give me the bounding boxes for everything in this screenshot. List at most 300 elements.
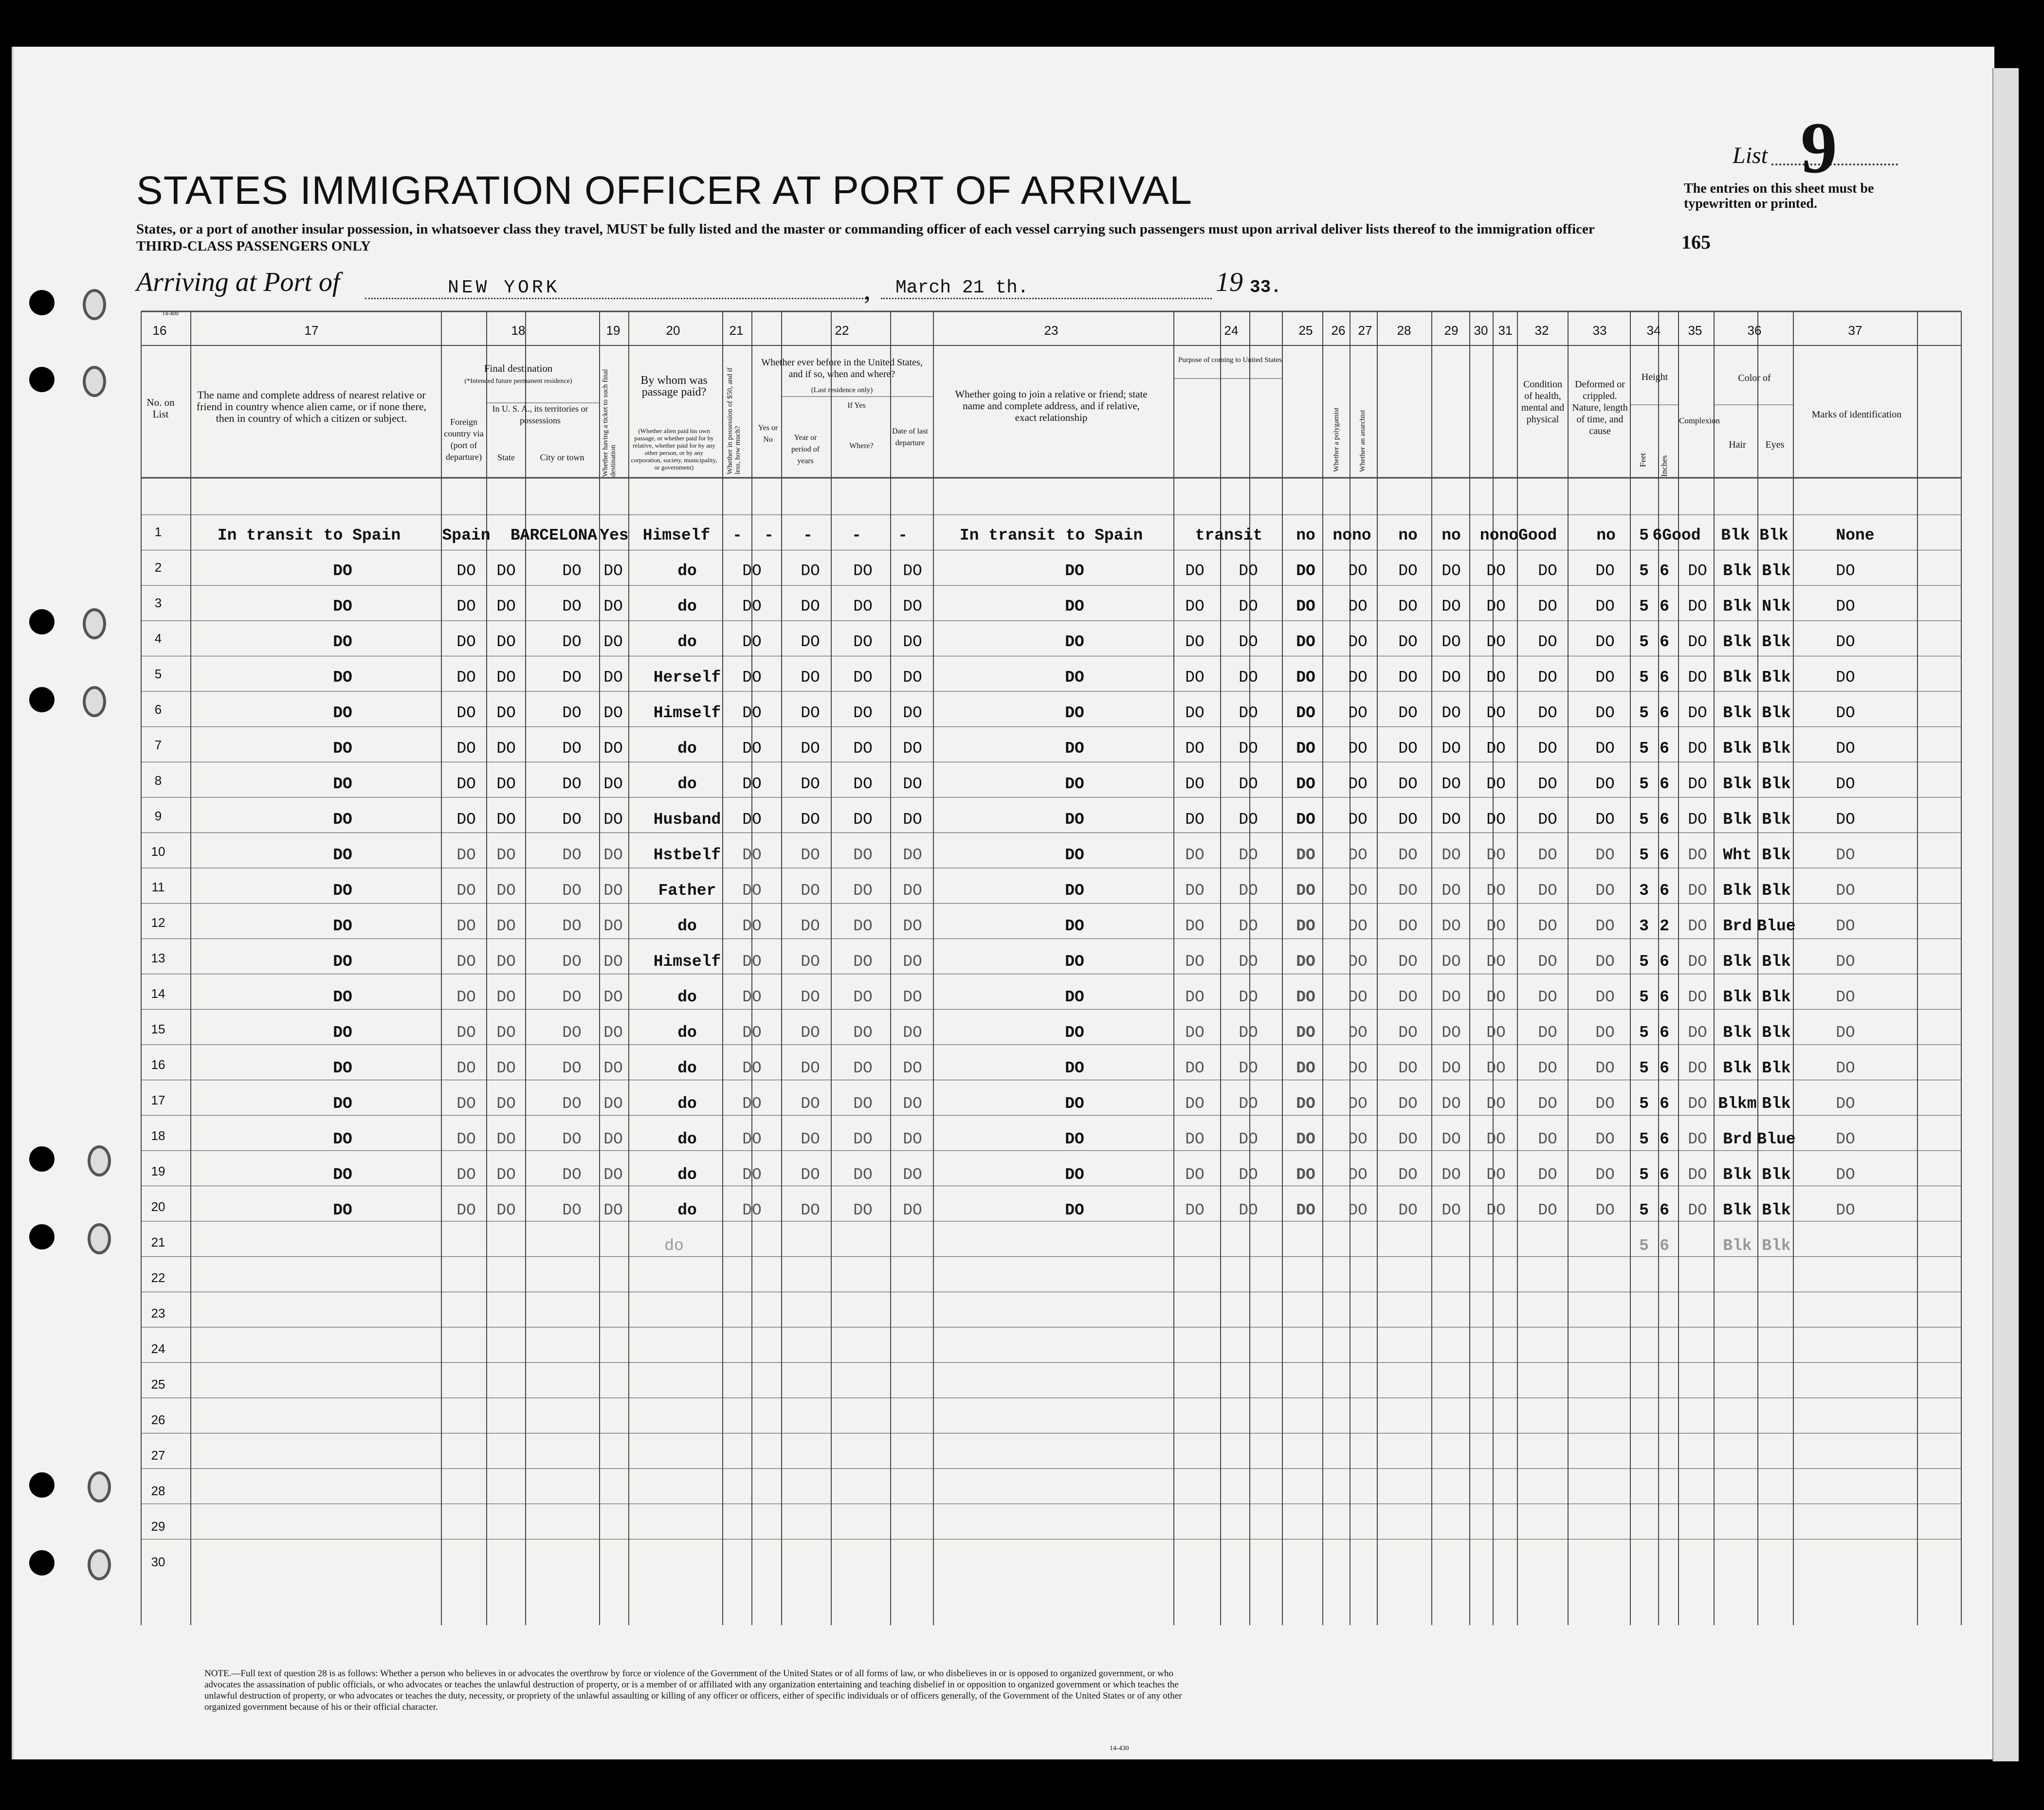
- inches-cell: 6: [1660, 1130, 1669, 1148]
- column-number: 31: [1498, 323, 1513, 338]
- column-number: 25: [1298, 323, 1313, 338]
- question-28-cell: DO: [1398, 597, 1418, 615]
- purpose-length-cell: DO: [1239, 882, 1258, 900]
- possession-cell: DO: [742, 669, 762, 687]
- hair-cell: Blk: [1723, 953, 1752, 971]
- column-number: 34: [1646, 323, 1661, 338]
- crime-cell: DO: [1296, 882, 1315, 900]
- join-relative-cell: DO: [1065, 882, 1084, 900]
- relative-cell: DO: [333, 882, 352, 900]
- column-number: 17: [304, 323, 319, 338]
- deformed-cell: DO: [1595, 775, 1615, 793]
- passage-paid-cell: Father: [658, 882, 716, 900]
- purpose-length-cell: DO: [1239, 846, 1258, 864]
- where-cell: DO: [853, 775, 873, 793]
- deformed-cell: DO: [1595, 1166, 1615, 1184]
- question-30-cell: DO: [1486, 704, 1506, 722]
- question-29-cell: DO: [1442, 846, 1461, 864]
- header-color-of: Color of: [1738, 373, 1771, 383]
- possession-cell: DO: [742, 1095, 762, 1113]
- port-value: NEW YORK: [448, 277, 560, 298]
- question-28-cell: DO: [1398, 704, 1418, 722]
- eyes-cell: Blk: [1762, 1166, 1791, 1184]
- possession-cell: DO: [742, 1024, 762, 1042]
- join-relative-cell: DO: [1065, 775, 1084, 793]
- question-29-cell: DO: [1442, 1130, 1461, 1148]
- city-cell: DO: [562, 988, 582, 1006]
- state-cell: DO: [496, 846, 516, 864]
- possession-cell: DO: [742, 988, 762, 1006]
- year-cell: DO: [801, 988, 820, 1006]
- header-feet: Feet: [1638, 452, 1647, 467]
- polygamist-cell: DO: [1348, 597, 1368, 615]
- arriving-label: Arriving at Port of: [136, 267, 340, 297]
- relative-cell: DO: [333, 562, 352, 580]
- polygamist-cell: DO: [1348, 704, 1368, 722]
- hair-cell: Blk: [1723, 740, 1752, 758]
- departure-cell: DO: [903, 882, 922, 900]
- question-29-cell: DO: [1442, 1166, 1461, 1184]
- deformed-cell: DO: [1595, 882, 1615, 900]
- crime-cell: DO: [1296, 917, 1315, 935]
- question-28-cell: DO: [1398, 1166, 1418, 1184]
- column-number: 33: [1592, 323, 1607, 338]
- column-number: 37: [1848, 323, 1862, 338]
- relative-cell: DO: [333, 740, 352, 758]
- join-relative-cell: DO: [1065, 1024, 1084, 1042]
- deformed-cell: DO: [1595, 633, 1615, 651]
- purpose-length-cell: DO: [1239, 775, 1258, 793]
- departure-cell: DO: [903, 1201, 922, 1219]
- column-number: 16: [152, 323, 167, 338]
- year-cell: DO: [801, 1201, 820, 1219]
- hair-cell: Blk: [1723, 1201, 1752, 1219]
- crime-cell: DO: [1296, 1130, 1315, 1148]
- relative-cell: DO: [333, 811, 352, 829]
- join-relative-cell: DO: [1065, 811, 1084, 829]
- eyes-cell: Blk: [1762, 740, 1791, 758]
- passage-paid-cell: do: [677, 1059, 697, 1077]
- foreign-country-cell: DO: [456, 917, 476, 935]
- question-28-cell: DO: [1398, 562, 1418, 580]
- city-cell: DO: [562, 633, 582, 651]
- foreign-country-cell: DO: [456, 882, 476, 900]
- city-cell: DO: [562, 1166, 582, 1184]
- city-cell: DO: [562, 882, 582, 900]
- relative-cell: DO: [333, 1059, 352, 1077]
- question-29-cell: DO: [1442, 562, 1461, 580]
- deformed-cell: DO: [1595, 1095, 1615, 1113]
- where-cell: DO: [853, 1095, 873, 1113]
- possession-cell: DO: [742, 1130, 762, 1148]
- crime-cell: DO: [1296, 562, 1315, 580]
- header-inches: Inches: [1660, 455, 1669, 477]
- eyes-cell: Blk: [1762, 811, 1791, 829]
- purpose-cell: DO: [1185, 1201, 1204, 1219]
- ever-before-cell: -: [764, 526, 774, 544]
- inches-cell: 6: [1660, 988, 1669, 1006]
- column-number: 21: [729, 323, 744, 338]
- marks-cell: DO: [1836, 562, 1855, 580]
- ticket-cell: DO: [603, 846, 623, 864]
- marks-cell: DO: [1836, 1130, 1855, 1148]
- possession-cell: DO: [742, 562, 762, 580]
- feet-cell: 5: [1639, 597, 1649, 615]
- header-ever-before: Whether ever before in the United States, and if so, when and where?: [761, 357, 923, 380]
- city-cell: DO: [562, 562, 582, 580]
- complexion-cell: DO: [1688, 1059, 1707, 1077]
- health-cell: DO: [1538, 1024, 1557, 1042]
- purpose-length-cell: DO: [1239, 633, 1258, 651]
- health-cell: DO: [1538, 597, 1557, 615]
- purpose-cell: DO: [1185, 633, 1204, 651]
- row-number: 28: [151, 1484, 165, 1498]
- row-number: 19: [151, 1164, 165, 1178]
- header-nearest-relative: The name and complete address of nearest relative or friend in country whence alien came, or if none there, then in country of which a citizen or subject.: [196, 389, 427, 424]
- header-join-relative: Whether going to join a relative or friend; state name and complete address, and if relative, exact relationship: [955, 388, 1148, 423]
- purpose-length-cell: DO: [1239, 704, 1258, 722]
- question-30-cell: DO: [1486, 1166, 1506, 1184]
- question-28-cell: DO: [1398, 669, 1418, 687]
- question-29-cell: DO: [1442, 775, 1461, 793]
- purpose-length-cell: DO: [1239, 1059, 1258, 1077]
- ticket-cell: DO: [603, 1166, 623, 1184]
- possession-cell: DO: [742, 917, 762, 935]
- row-number: 11: [151, 880, 165, 894]
- city-cell: DO: [562, 1059, 582, 1077]
- year-prefix: 19: [1216, 267, 1243, 297]
- departure-cell: -: [898, 526, 908, 544]
- row-number: 29: [151, 1519, 165, 1534]
- year-cell: DO: [801, 1095, 820, 1113]
- feet-cell: 5: [1639, 633, 1649, 651]
- eyes-cell: Blk: [1762, 704, 1791, 722]
- foreign-country-cell: DO: [456, 704, 476, 722]
- relative-cell: In transit to Spain: [217, 526, 401, 544]
- header-deformed: Deformed or crippled. Nature, length of time, and cause: [1572, 379, 1628, 436]
- foreign-country-cell: DO: [456, 1024, 476, 1042]
- complexion-cell: DO: [1688, 988, 1707, 1006]
- hair-cell: Blk: [1723, 775, 1752, 793]
- purpose-cell: DO: [1185, 1166, 1204, 1184]
- state-cell: DO: [496, 740, 516, 758]
- complexion-cell: DO: [1688, 633, 1707, 651]
- where-cell: DO: [853, 811, 873, 829]
- polygamist-cell: DO: [1348, 846, 1368, 864]
- health-cell: DO: [1538, 953, 1557, 971]
- question-28-cell: DO: [1398, 775, 1418, 793]
- hair-cell: Blk: [1723, 562, 1752, 580]
- relative-cell: DO: [333, 1095, 352, 1113]
- year-cell: DO: [801, 1059, 820, 1077]
- hair-cell: Brd: [1723, 917, 1752, 935]
- marks-cell: DO: [1836, 1024, 1855, 1042]
- row-number: 17: [151, 1093, 165, 1107]
- crime-cell: DO: [1296, 633, 1315, 651]
- inches-cell: 6: [1660, 1024, 1669, 1042]
- eyes-cell: Blue: [1757, 1130, 1796, 1148]
- departure-cell: DO: [903, 704, 922, 722]
- question-29-cell: DO: [1442, 1201, 1461, 1219]
- inches-cell: 6: [1660, 704, 1669, 722]
- inches-cell: 6: [1660, 846, 1669, 864]
- crime-cell: DO: [1296, 988, 1315, 1006]
- join-relative-cell: DO: [1065, 988, 1084, 1006]
- question-30-cell: DO: [1486, 597, 1506, 615]
- feet-cell: 5: [1639, 740, 1649, 758]
- footnote: NOTE.—Full text of question 28 is as follows: Whether a person who believes in or advocates the overthrow by force or violence of the Government of the United States or of all forms of law, or who disbelieves in or is opposed to organized government, or who advocates the assassination of public officials, or who advocates or teaches the unlawful destruction of property, or is a member of or affiliated with any organization entertaining and teaching disbelief in or opposition to organized government or which teaches the unlawful destruction of property, or who advocates or teaches the duty, necessity, or propriety of the unlawful assaulting or killing of any officer or officers, either of specific individuals or of officers generally, of the Government of the United States or of any other organized government because of his or their official character.: [204, 1668, 1182, 1712]
- health-cell: DO: [1538, 704, 1557, 722]
- possession-cell: DO: [742, 953, 762, 971]
- question-30-cell: DO: [1486, 740, 1506, 758]
- departure-cell: DO: [903, 1095, 922, 1113]
- departure-cell: DO: [903, 811, 922, 829]
- deformed-cell: DO: [1595, 562, 1615, 580]
- possession-cell: DO: [742, 775, 762, 793]
- inches-cell: 6: [1660, 633, 1669, 651]
- header-passage-paid: By whom was passage paid?: [640, 374, 708, 398]
- polygamist-cell: DO: [1348, 1201, 1368, 1219]
- relative-cell: DO: [333, 846, 352, 864]
- header-date-last-departure: Date of last departure: [892, 427, 928, 447]
- question-29-cell: DO: [1442, 1024, 1461, 1042]
- hair-cell: Blk: [1723, 597, 1752, 615]
- feet-cell: 5: [1639, 526, 1649, 544]
- question-29-cell: DO: [1442, 811, 1461, 829]
- state-cell: DO: [496, 1024, 516, 1042]
- foreign-country-cell: Spain: [442, 526, 491, 544]
- purpose-cell: DO: [1185, 704, 1204, 722]
- purpose-length-cell: DO: [1239, 740, 1258, 758]
- year-cell: -: [803, 526, 813, 544]
- where-cell: DO: [853, 882, 873, 900]
- departure-cell: DO: [903, 1130, 922, 1148]
- row-number: 7: [154, 738, 162, 752]
- relative-cell: DO: [333, 775, 352, 793]
- question-30-cell: DO: [1486, 633, 1506, 651]
- deformed-cell: DO: [1595, 1024, 1615, 1042]
- health-cell: DO: [1538, 1201, 1557, 1219]
- deformed-cell: DO: [1595, 704, 1615, 722]
- passage-paid-cell: do: [677, 1166, 697, 1184]
- join-relative-cell: DO: [1065, 1201, 1084, 1219]
- question-29-cell: DO: [1442, 597, 1461, 615]
- deformed-cell: DO: [1595, 740, 1615, 758]
- marks-cell: DO: [1836, 1166, 1855, 1184]
- purpose-length-cell: DO: [1239, 1095, 1258, 1113]
- header-final-destination: Final destination: [484, 362, 553, 374]
- row-number: 2: [154, 560, 162, 575]
- health-cell: DO: [1538, 1059, 1557, 1077]
- feet-cell: 5: [1639, 811, 1649, 829]
- row-number: 13: [151, 951, 165, 965]
- ticket-cell: DO: [603, 953, 623, 971]
- city-cell: DO: [562, 669, 582, 687]
- purpose-length-cell: DO: [1239, 1130, 1258, 1148]
- relative-cell: DO: [333, 1166, 352, 1184]
- question-28-cell: DO: [1398, 882, 1418, 900]
- complexion-cell: DO: [1688, 740, 1707, 758]
- column-number: 20: [666, 323, 680, 338]
- join-relative-cell: DO: [1065, 953, 1084, 971]
- foreign-country-cell: DO: [456, 846, 476, 864]
- purpose-length-cell: DO: [1239, 1166, 1258, 1184]
- date-value: March 21 th.: [895, 277, 1029, 298]
- health-cell: DO: [1538, 633, 1557, 651]
- header-yes-or-no: Yes or No: [758, 424, 778, 444]
- purpose-length-cell: DO: [1239, 811, 1258, 829]
- eyes-cell: Blk: [1762, 1095, 1791, 1113]
- crime-cell: DO: [1296, 597, 1315, 615]
- where-cell: DO: [853, 846, 873, 864]
- eyes-cell: Blk: [1762, 1024, 1791, 1042]
- marks-cell: DO: [1836, 633, 1855, 651]
- row-number: 23: [151, 1306, 165, 1321]
- list-label: List: [1733, 143, 1768, 168]
- row-number: 15: [151, 1022, 165, 1036]
- foreign-country-cell: DO: [456, 811, 476, 829]
- header-passage-paid-note: (Whether alien paid his own passage, or whether paid for by relative, whether paid for by any other person, or by any corporation, society, municipality, or government): [631, 427, 717, 471]
- possession-cell: DO: [742, 811, 762, 829]
- relative-cell: DO: [333, 633, 352, 651]
- question-28-cell: DO: [1398, 740, 1418, 758]
- complexion-cell: DO: [1688, 811, 1707, 829]
- question-28-cell: DO: [1398, 1130, 1418, 1148]
- eyes-cell: Blk: [1762, 775, 1791, 793]
- inches-cell: 6: [1660, 882, 1669, 900]
- passage-paid-cell: Himself: [653, 704, 721, 722]
- purpose-cell: DO: [1185, 1024, 1204, 1042]
- ticket-cell: DO: [603, 1024, 623, 1042]
- feet-cell: 5: [1639, 846, 1649, 864]
- feet-cell: 5: [1639, 1024, 1649, 1042]
- eyes-cell: Blk: [1762, 562, 1791, 580]
- ticket-cell: DO: [603, 633, 623, 651]
- polygamist-cell: DO: [1348, 882, 1368, 900]
- hair-cell: Blk: [1723, 811, 1752, 829]
- purpose-cell: DO: [1185, 597, 1204, 615]
- departure-cell: DO: [903, 988, 922, 1006]
- question-28-cell: DO: [1398, 988, 1418, 1006]
- row-number: 30: [151, 1555, 165, 1569]
- city-cell: DO: [562, 1130, 582, 1148]
- complexion-cell: DO: [1688, 1095, 1707, 1113]
- relative-cell: DO: [333, 1201, 352, 1219]
- hair-cell: Blk: [1723, 1059, 1752, 1077]
- city-cell: DO: [562, 704, 582, 722]
- where-cell: DO: [853, 988, 873, 1006]
- possession-cell: DO: [742, 704, 762, 722]
- marks-cell: DO: [1836, 775, 1855, 793]
- where-cell: DO: [853, 1201, 873, 1219]
- passage-paid-cell: do: [677, 562, 697, 580]
- feet-cell: 3: [1639, 882, 1649, 900]
- row-number: 20: [151, 1199, 165, 1214]
- city-cell: DO: [562, 917, 582, 935]
- question-28-cell: DO: [1398, 811, 1418, 829]
- column-number: 23: [1044, 323, 1058, 338]
- possession-cell: DO: [742, 1201, 762, 1219]
- row-number: 26: [151, 1412, 165, 1427]
- polygamist-cell: DO: [1348, 811, 1368, 829]
- column-number: 29: [1444, 323, 1459, 338]
- polygamist-cell: DO: [1348, 1059, 1368, 1077]
- relative-cell: DO: [333, 1130, 352, 1148]
- purpose-cell: DO: [1185, 988, 1204, 1006]
- join-relative-cell: DO: [1065, 633, 1084, 651]
- ticket-cell: DO: [603, 740, 623, 758]
- passage-paid-cell: Husband: [653, 811, 721, 829]
- hair-cell: Blk: [1723, 882, 1752, 900]
- header-foreign-country: Foreign country via (port of departure): [444, 417, 484, 462]
- complexion-cell: DO: [1688, 1130, 1707, 1148]
- state-cell: DO: [496, 917, 516, 935]
- question-30-cell: DO: [1486, 953, 1506, 971]
- marks-cell: None: [1836, 526, 1875, 544]
- question-28-cell: DO: [1398, 633, 1418, 651]
- ticket-cell: DO: [603, 988, 623, 1006]
- question-29-cell: DO: [1442, 1095, 1461, 1113]
- inches-cell: 6: [1660, 562, 1669, 580]
- join-relative-cell: DO: [1065, 1059, 1084, 1077]
- question-29-cell: DO: [1442, 704, 1461, 722]
- ticket-cell: DO: [603, 669, 623, 687]
- state-cell: DO: [496, 562, 516, 580]
- question-28-cell: DO: [1398, 917, 1418, 935]
- column-number: 27: [1358, 323, 1372, 338]
- health-cell: DO: [1538, 882, 1557, 900]
- crime-cell: DO: [1296, 1095, 1315, 1113]
- column-number: 32: [1534, 323, 1549, 338]
- inches-cell: 6: [1660, 811, 1669, 829]
- inches-complexion-cell: 6Good: [1652, 526, 1701, 544]
- year-cell: DO: [801, 846, 820, 864]
- health-cell: DO: [1538, 1130, 1557, 1148]
- health-cell: DO: [1538, 669, 1557, 687]
- header-marks: Marks of identification: [1811, 409, 1902, 420]
- ticket-cell: DO: [603, 1201, 623, 1219]
- join-relative-cell: DO: [1065, 740, 1084, 758]
- join-relative-cell: DO: [1065, 669, 1084, 687]
- possession-cell: DO: [742, 1059, 762, 1077]
- question-28-cell: DO: [1398, 1201, 1418, 1219]
- hair-cell: Wht: [1723, 846, 1752, 864]
- foreign-country-cell: DO: [456, 1166, 476, 1184]
- polygamist-cell: DO: [1348, 1024, 1368, 1042]
- departure-cell: DO: [903, 846, 922, 864]
- departure-cell: DO: [903, 1024, 922, 1042]
- state-cell: DO: [496, 597, 516, 615]
- hair-cell: Blkm: [1718, 1095, 1757, 1113]
- typewritten-note: The entries on this sheet must be typewritten or printed.: [1684, 181, 1874, 211]
- row-number: 16: [151, 1057, 165, 1072]
- feet-cell: 5: [1639, 1130, 1649, 1148]
- passage-paid-cell: Herself: [653, 669, 721, 687]
- join-relative-cell: DO: [1065, 1166, 1084, 1184]
- row-number: 8: [154, 773, 162, 788]
- eyes-cell: Blk: [1762, 953, 1791, 971]
- year-suffix: 33.: [1250, 277, 1281, 297]
- question-30-cell: DO: [1486, 1201, 1506, 1219]
- eyes-cell: Blk: [1762, 846, 1791, 864]
- where-cell: DO: [853, 633, 873, 651]
- foreign-country-cell: DO: [456, 1201, 476, 1219]
- inches-cell: 6: [1660, 669, 1669, 687]
- list-number: 9: [1801, 108, 1837, 188]
- header-state: State: [497, 452, 515, 462]
- departure-cell: DO: [903, 1059, 922, 1077]
- purpose-length-cell: DO: [1239, 917, 1258, 935]
